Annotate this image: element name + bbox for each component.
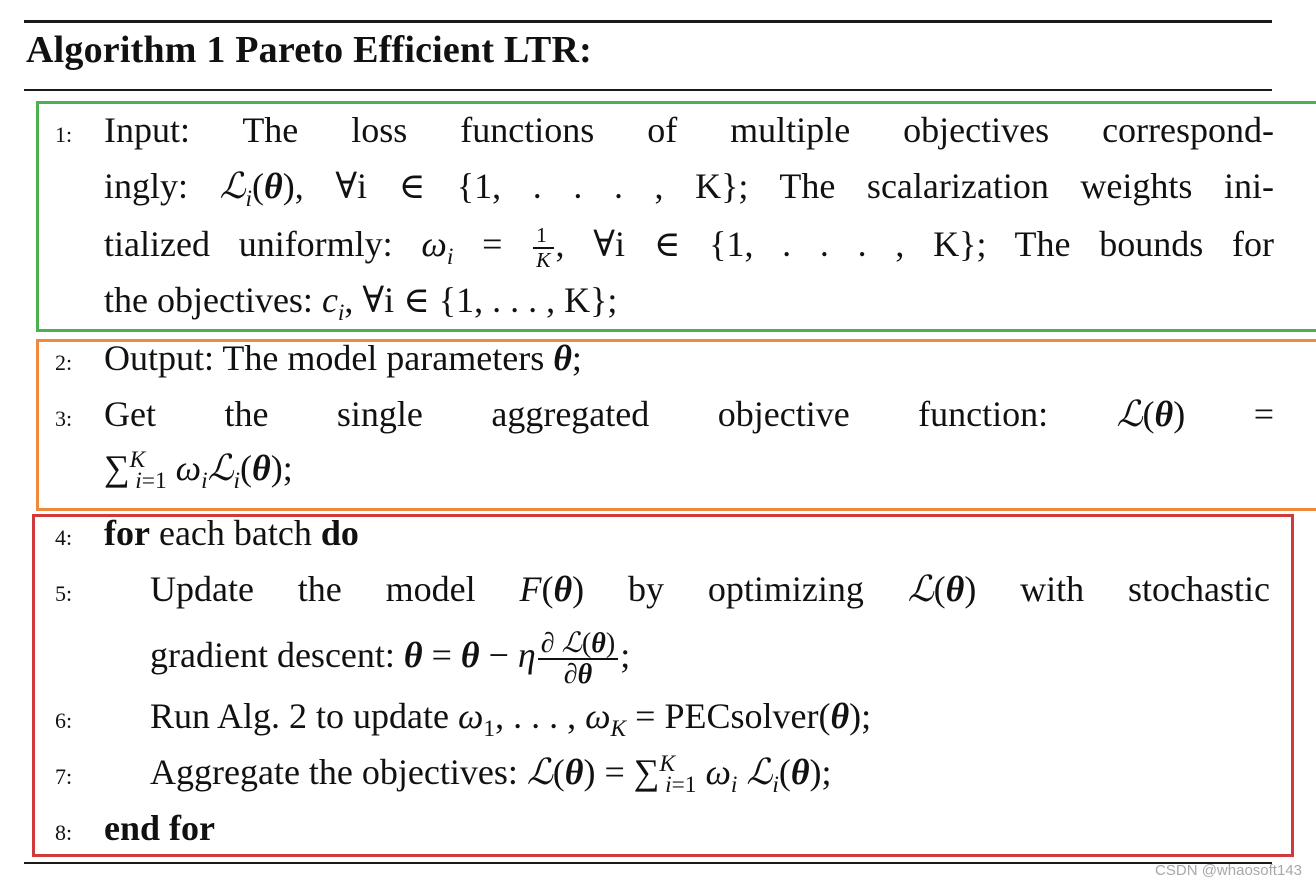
- watermark: CSDN @whaosoft143: [1155, 862, 1302, 879]
- step-4-line: for each batch do: [104, 513, 359, 553]
- step-number: 7:: [55, 764, 73, 789]
- step-3-line-2: ∑$^K_{i=1}$ $\omega_iℒ_i(\theta)$;: [104, 447, 293, 495]
- step-5-line-2: gradient descent: θ = θ − η $\frac{\text{∂ ℒ(θ)}}{\partial\theta}$ ;: [150, 626, 631, 691]
- step-number: 1:: [55, 122, 73, 147]
- step-number: 6:: [55, 708, 73, 733]
- step-1-line-3: tialized uniformly: $\omega_i$ = $\frac{1}{K}$ , ∀i ∈ {1, . . . , K}; The bounds for: [104, 223, 1274, 272]
- bottom-rule: [24, 862, 1272, 864]
- step-2-line: Output: The model parameters θ;: [104, 338, 582, 378]
- title-rule: [24, 89, 1272, 91]
- step-1-line-4: the objectives: $c_i$, ∀i ∈ {1, . . . , K};: [104, 280, 618, 327]
- top-rule: [24, 20, 1272, 23]
- step-1-line-2: ingly: ℒ$_i$(θ), ∀i ∈ {1, . . . , K}; The scalarization weights ini-: [104, 166, 1274, 213]
- step-5-line-1: Update the model F(θ) by optimizing ℒ(θ) with stochastic: [150, 569, 1270, 610]
- step-7-line: Aggregate the objectives: ℒ(θ) = ∑$^K_{i=1}$ $\omega_i$ ℒ$_i$(θ);: [150, 751, 832, 799]
- step-8-line: end for: [104, 808, 215, 848]
- step-number: 8:: [55, 820, 73, 845]
- step-3-line-1: Get the single aggregated objective function: ℒ(θ) =: [104, 394, 1274, 435]
- step-number: 4:: [55, 525, 73, 550]
- step-number: 3:: [55, 406, 73, 431]
- step-number: 5:: [55, 581, 73, 606]
- step-6-line: Run Alg. 2 to update $\omega_1$, . . . , $\omega_K$ = PECsolver(θ);: [150, 696, 872, 743]
- step-1-line-1: Input: The loss functions of multiple objectives correspond-: [104, 110, 1274, 150]
- step-number: 2:: [55, 350, 73, 375]
- algorithm-title: Algorithm 1 Pareto Efficient LTR:: [26, 29, 592, 71]
